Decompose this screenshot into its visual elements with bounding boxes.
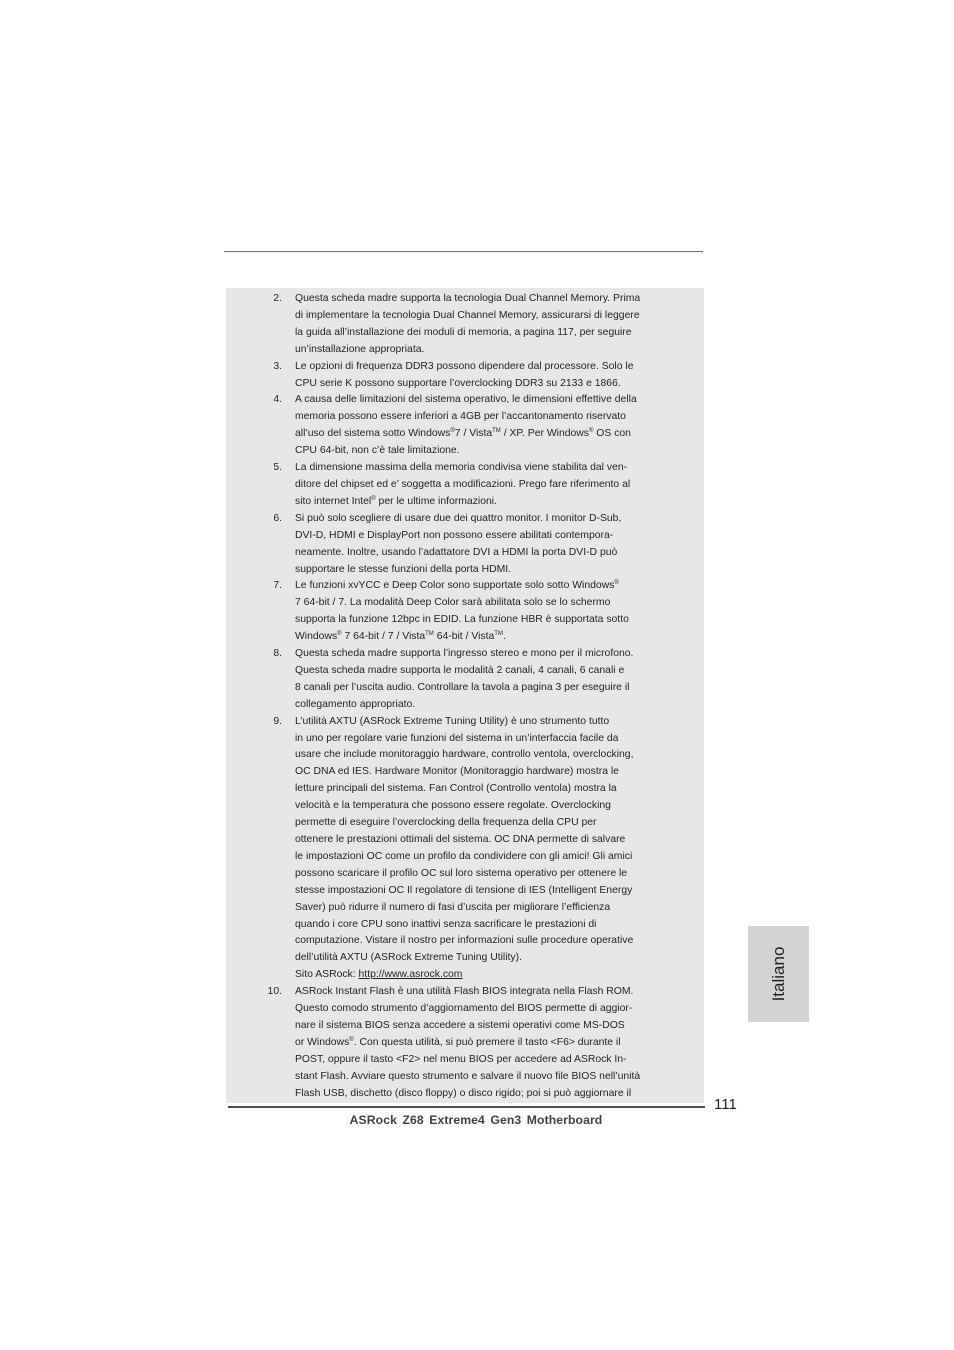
note-text: A causa delle limitazioni del sistema operativo, le dimensioni effettive della memoria possono essere inferiori a 4GB per l’accantonamento riservato all’uso del sistema sotto Windows®7 / Vista™ / XP. Per Windows® OS con CPU 64-bit, non c’è tale limitazione. [295, 394, 637, 457]
note-text: Questa scheda madre supporta l’ingresso stereo e mono per il microfono. Questa scheda madre supporta le modalità 2 canali, 4 canali, 6 canali e 8 canali per l’uscita audio. Controllare la tavola a pagina 3 per eseguire il collegamento appropriato. [295, 648, 634, 710]
note-item [226, 511, 704, 579]
note-text: Questa scheda madre supporta la tecnologia Dual Channel Memory. Prima di implementare la tecnologia Dual Channel Memory, assicurarsi di leggere la guida all’installazione dei moduli di memoria, a pagina 117, per seguire un’installazione appropriata. [295, 293, 641, 355]
note-number: 8. [273, 648, 282, 660]
note-text: Le opzioni di frequenza DDR3 possono dipendere dal processore. Solo le CPU serie K possono supportare l’overclocking DDR3 su 2133 e 1866. [295, 360, 634, 389]
note-number: 7. [273, 580, 282, 592]
bottom-divider [228, 1106, 705, 1108]
note-item [226, 359, 704, 393]
note-number: 10. [267, 986, 282, 998]
top-divider [224, 251, 703, 252]
note-text: ASRock Instant Flash è una utilità Flash BIOS integrata nella Flash ROM. Questo comodo strumento d’aggiornamento del BIOS permette di aggior- nare il sistema BIOS senza accedere a sistemi operativi come MS-DOS or Windows®. Con questa utilità, si può premere il tasto <F6> durante il POST, oppure il tasto <F2> nel menu BIOS per accedere ad ASRock In- stant Flash. Avviare questo strumento e salvare il nuovo file BIOS nell’unità Flash USB, dischetto (disco floppy) o disco rigido; poi si può aggiornare il [295, 986, 641, 1099]
note-text: La dimensione massima della memoria condivisa viene stabilita dal ven- ditore del chipset ed e’ soggetta a modificazioni. Prego fare riferimento al sito internet Intel® per le ultime informazioni. [295, 462, 631, 507]
note-item [226, 984, 704, 1102]
note-item [226, 392, 704, 460]
asrock-website-link[interactable]: http://www.asrock.com [358, 969, 463, 981]
notes-panel [226, 288, 704, 1103]
note-number: 6. [273, 512, 282, 524]
note-text: Si può solo scegliere di usare due dei quattro monitor. I monitor D-Sub, DVI-D, HDMI e DisplayPort non possono essere abilitati contempora- neamente. Inoltre, usando l’adattatore DVI a HDMI la porta DVI-D può supportare le stesse funzioni della porta HDMI. [295, 512, 622, 575]
note-number: 9. [273, 715, 282, 727]
note-item [226, 714, 704, 985]
page-number: 111 [714, 1096, 737, 1113]
note-item [226, 578, 704, 646]
note-item [226, 460, 704, 511]
footer-title: ASRock Z68 Extreme4 Gen3 Motherboard [349, 1113, 603, 1127]
language-label: Italiano [768, 946, 788, 1002]
notes-list [226, 291, 704, 1103]
note-item [226, 291, 704, 359]
note-number: 3. [273, 360, 282, 372]
note-number: 2. [273, 293, 282, 304]
note-number: 5. [273, 462, 282, 474]
note-number: 4. [273, 394, 282, 406]
note-text: Le funzioni xvYCC e Deep Color sono supportate solo sotto Windows® 7 64-bit / 7. La modalità Deep Color sarà abilitata solo se lo schermo supporta la funzione 12bpc in EDID. La funzione HBR è supportata sotto Windows® 7 64-bit / 7 / Vista™ 64-bit / Vista™. [295, 580, 629, 643]
language-tab [748, 926, 809, 1022]
note-item [226, 646, 704, 714]
note-text: L’utilità AXTU (ASRock Extreme Tuning Utility) è uno strumento tutto in uno per regolare varie funzioni del sistema in un’interfaccia facile da usare che include monitoraggio hardware, controllo ventola, overclocking, OC DNA ed IES. Hardware Monitor (Monitoraggio hardware) mostra le letture principali del sistema. Fan Control (Controllo ventola) mostra la velocità e la temperatura che possono essere regolate. Overclocking permette di eseguire l’overclocking della frequenza della CPU per ottenere le prestazioni ottimali del sistema. OC DNA permette di salvare le impostazioni OC come un profilo da condividere con gli amici! Gli amici possono scaricare il profilo OC sul loro sistema operativo per ottenere le stesse impostazioni OC Il regolatore di tensione di IES (Intelligent Energy Saver) può ridurre il numero di fasi d’uscita per migliorare l’efficienza quando i core CPU sono inattivi senza sacrificare le prestazioni di computazione. Vistare il nostro per informazioni sulle procedure operative dell’utilità AXTU (ASRock Extreme Tuning Utility). Sito ASRock: http://www.asrock.com [295, 715, 634, 981]
